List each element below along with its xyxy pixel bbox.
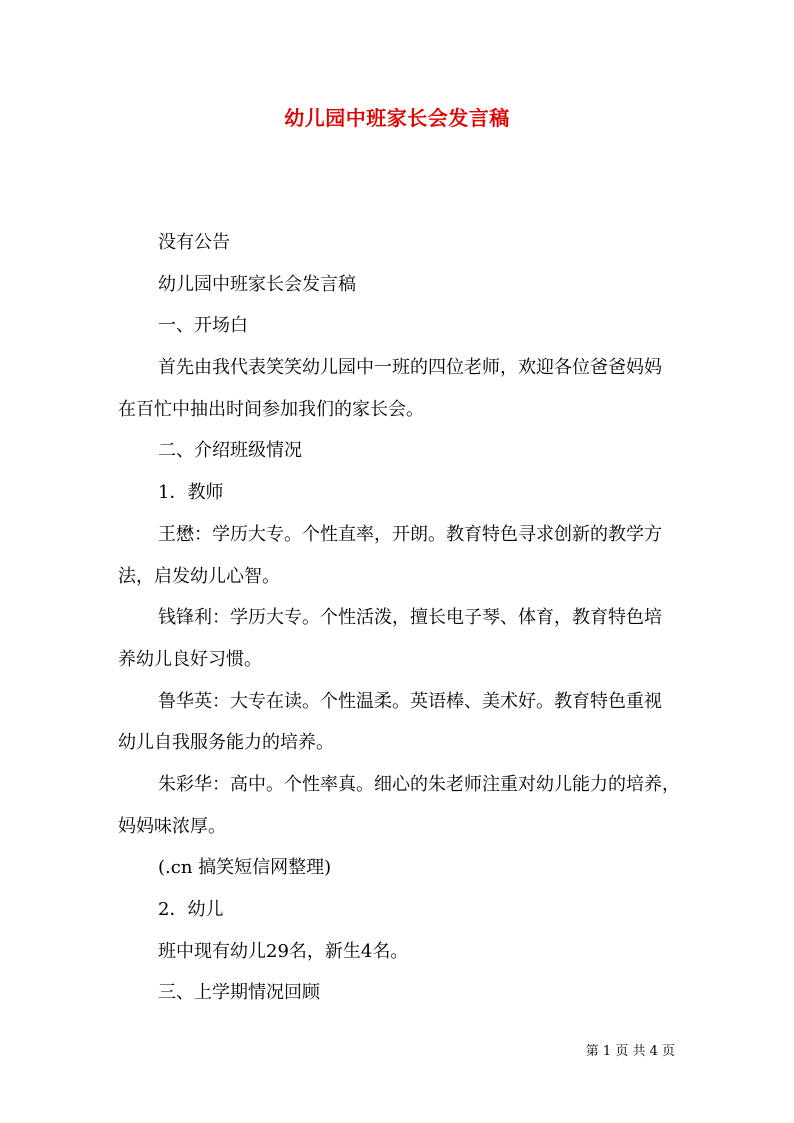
paragraph-line: 王懋：学历大专。个性直率，开朗。教育特色寻求创新的教学方 <box>158 523 662 545</box>
section-heading <box>118 305 688 347</box>
paragraph-line: 妈妈味浓厚。 <box>118 815 226 837</box>
paragraph <box>118 347 688 430</box>
subsection-heading <box>118 472 688 514</box>
paragraph <box>118 222 688 264</box>
paragraph <box>118 514 688 597</box>
page-title: 幼儿园中班家长会发言稿 <box>284 106 510 130</box>
page-number-footer: 第 1 页 共 4 页 <box>585 1044 675 1059</box>
paragraph <box>118 764 688 847</box>
paragraph-line: 鲁华英：大专在读。个性温柔。英语棒、美术好。教育特色重视 <box>158 690 662 712</box>
paragraph-line: 没有公告 <box>158 232 230 253</box>
section-heading <box>118 430 688 472</box>
paragraph <box>118 847 688 889</box>
paragraph-line: 养幼儿良好习惯。 <box>118 648 262 670</box>
section-heading <box>118 972 688 1014</box>
paragraph-line: 1．教师 <box>158 482 224 504</box>
paragraph-line: 朱彩华：高中。个性率真。细心的朱老师注重对幼儿能力的培养， <box>158 773 680 795</box>
paragraph <box>118 681 688 764</box>
paragraph-line: 法，启发幼儿心智。 <box>118 565 280 587</box>
paragraph-line: 三、上学期情况回顾 <box>158 982 320 1004</box>
paragraph-line: 一、开场白 <box>158 315 248 337</box>
document-body <box>118 222 688 1014</box>
paragraph-line: 幼儿自我服务能力的培养。 <box>118 732 334 754</box>
paragraph-line: 二、介绍班级情况 <box>158 440 302 462</box>
paragraph-line: 2．幼儿 <box>158 899 224 920</box>
paragraph <box>118 264 688 306</box>
paragraph-line: 首先由我代表笑笑幼儿园中一班的四位老师，欢迎各位爸爸妈妈 <box>158 357 662 379</box>
subsection-heading <box>118 889 688 931</box>
paragraph <box>118 597 688 680</box>
paragraph-line: (.cn 搞笑短信网整理) <box>158 857 332 879</box>
paragraph-line: 班中现有幼儿29名，新生4名。 <box>158 940 409 962</box>
paragraph-line: 在百忙中抽出时间参加我们的家长会。 <box>118 398 424 420</box>
paragraph-line: 幼儿园中班家长会发言稿 <box>158 273 356 295</box>
paragraph-line: 钱锋利：学历大专。个性活泼，擅长电子琴、体育，教育特色培 <box>158 607 662 629</box>
paragraph <box>118 931 688 973</box>
